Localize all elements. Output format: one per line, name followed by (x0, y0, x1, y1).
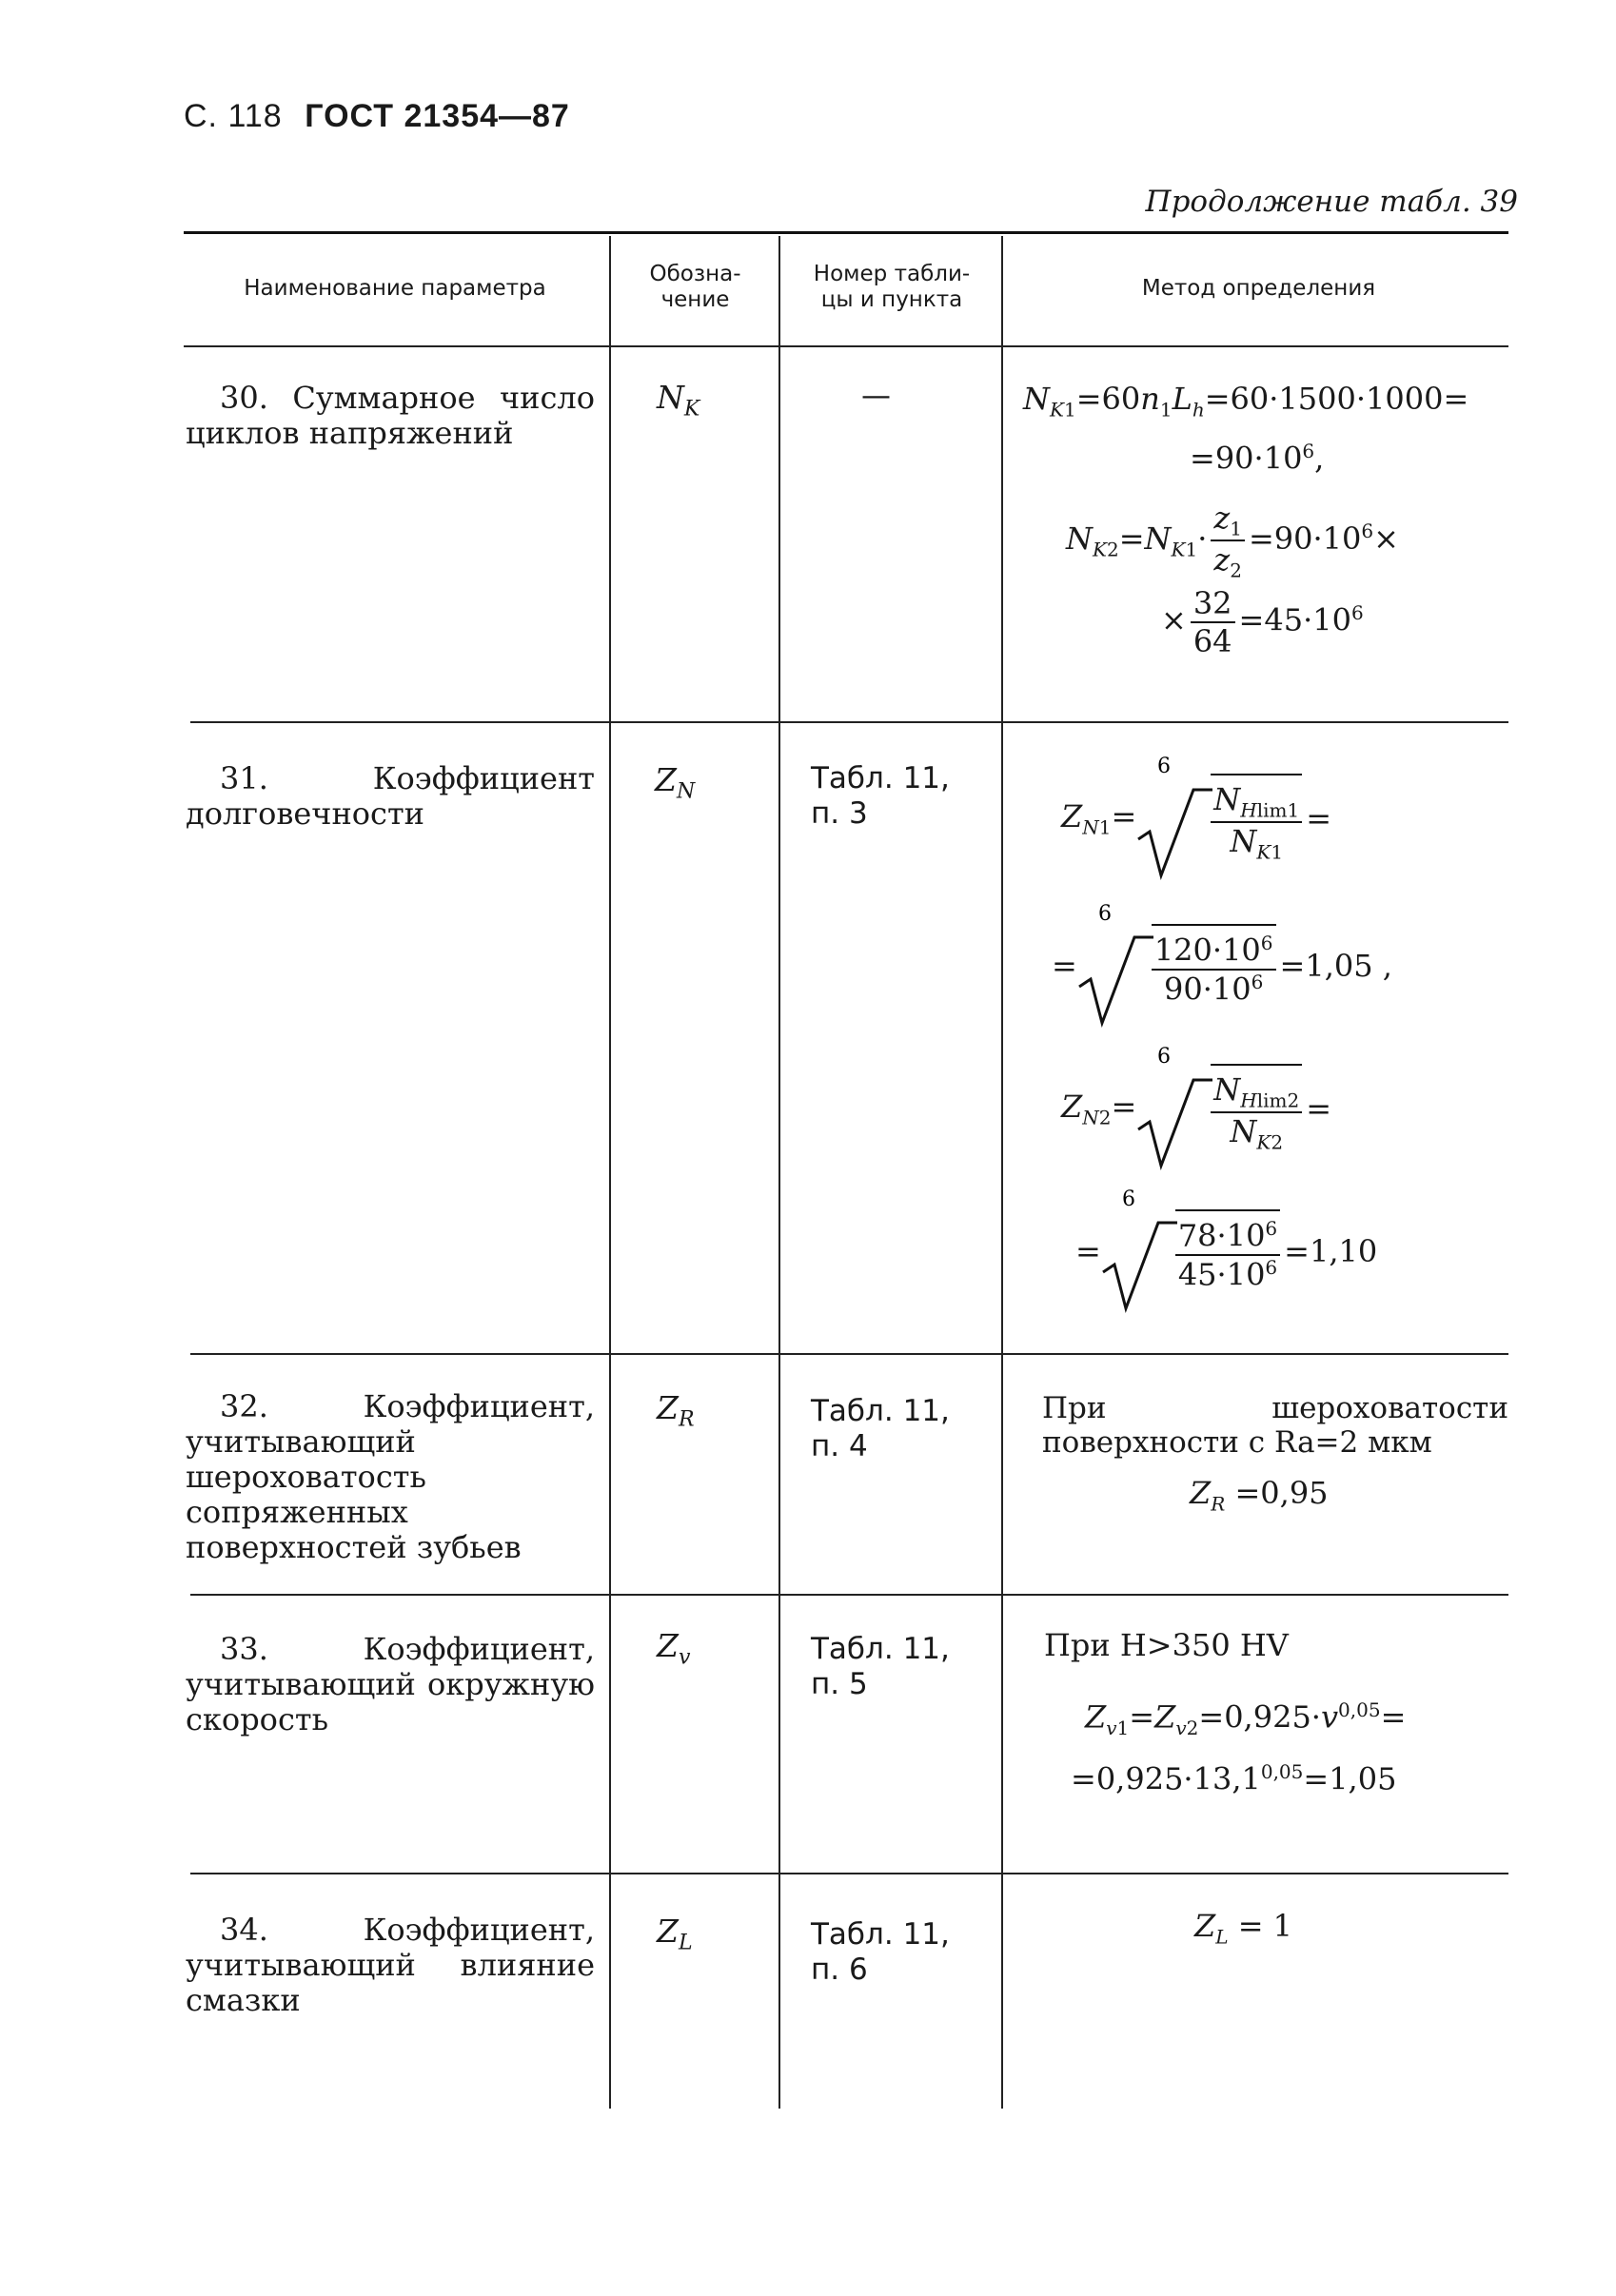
row-30-formula-4: × $\frac{32}{64}$ $=45\cdot 10^6$ (1161, 585, 1364, 659)
col-divider-2 (778, 236, 780, 2109)
standard-code: ГОСТ 21354—87 (305, 98, 570, 134)
svg-text:6: 6 (1157, 1045, 1172, 1069)
row-32-method-text: При шероховатости поверхности с Ra=2 мкм (1042, 1391, 1508, 1460)
row-30-formula-3: $N_{K2}=N_{K1}\cdot$ $\frac{z_1}{z_2}$ $=90\cdot 10^6\times$ (1066, 500, 1399, 582)
header-bottom-rule (184, 345, 1508, 347)
row-separator-33 (190, 1873, 1508, 1874)
row-33-formula-2: $=0,925\cdot 13,1^{0,05}=1,05$ (1071, 1760, 1397, 1797)
row-31-name-text: 31. Коэффициент долговечности (186, 760, 595, 832)
row-31-ref: Табл. 11, п. 3 (811, 761, 950, 831)
svg-text:6: 6 (1121, 1187, 1135, 1211)
col-header-symbol-text: Обозна- чение (649, 262, 741, 312)
row-30-symbol: $N_K$ (657, 379, 700, 422)
col-header-symbol (617, 262, 774, 313)
row-31-name (186, 761, 595, 832)
col-divider-1 (609, 236, 611, 2109)
row-34-name (186, 1913, 595, 2018)
table-caption: Продолжение табл. 39 (1145, 185, 1518, 219)
radical-icon (1136, 752, 1212, 885)
page-number: С. 118 (184, 98, 283, 134)
row-30-formula-2: $=90\cdot 10^6$, (1190, 440, 1325, 477)
col-header-method: Метод определения (1141, 276, 1376, 301)
row-33-formula-1: $Z_{v1}=Z_{v2}=0,925\cdot v^{0,05}=$ (1085, 1698, 1407, 1740)
row-34-name-text: 34. Коэффициент, учитывающий влияние смазки (186, 1912, 595, 2018)
row-32-name (186, 1389, 595, 1565)
row-separator-31 (190, 1353, 1508, 1355)
row-31-formula-3: $Z_{N2}=$ 6 $\frac{N_{Hlim2}}{N_{K2}}$ = (1061, 1042, 1331, 1175)
col-header-name: Наименование параметра (244, 276, 546, 301)
col-header-ref-text: Номер табли- цы и пункта (813, 262, 971, 312)
row-31-symbol: $Z_N$ (655, 761, 696, 804)
src-sym-30 (0, 0, 1, 1)
row-separator-30 (190, 721, 1508, 723)
row-33-name (186, 1632, 595, 1737)
radical-icon-3 (1136, 1042, 1212, 1175)
page-header (184, 97, 570, 135)
radical-icon-4 (1101, 1185, 1177, 1318)
col-divider-3 (1001, 236, 1003, 2109)
row-33-name-text: 33. Коэффициент, учитывающий окружную скорость (186, 1631, 595, 1737)
row-34-symbol: $Z_L$ (657, 1913, 693, 1955)
svg-text:6: 6 (1157, 755, 1172, 778)
formula-source-text (0, 0, 1, 1)
row-33-ref: Табл. 11, п. 5 (811, 1632, 950, 1701)
row-32-symbol: $Z_R$ (657, 1389, 695, 1432)
row-32-formula-1: $Z_R =0,95$ (1190, 1475, 1329, 1516)
radical-icon-2 (1077, 899, 1153, 1032)
row-34-ref: Табл. 11, п. 6 (811, 1917, 950, 1987)
row-32-ref: Табл. 11, п. 4 (811, 1394, 950, 1463)
col-header-ref (786, 262, 997, 313)
row-31-formula-4: = 6 $\frac{78\cdot 10^6}{45\cdot 10^6}$ =1,10 (1075, 1185, 1377, 1318)
row-33-method-text: При H>350 HV (1044, 1627, 1289, 1663)
svg-text:6: 6 (1097, 902, 1112, 926)
row-30-name-text: 30. Суммарное число циклов напряжений (186, 380, 595, 451)
row-30-name (186, 381, 595, 451)
row-31-formula-2: = 6 $\frac{120\cdot 10^6}{90\cdot 10^6}$ =1,05 , (1052, 899, 1392, 1032)
row-33-symbol: $Z_v$ (657, 1627, 691, 1670)
row-30-ref: — (861, 379, 891, 413)
row-separator-32 (190, 1594, 1508, 1596)
row-30-formula-1: $N_{K1}=60n_1L_h=60\cdot 1500\cdot 1000=$ (1023, 381, 1469, 422)
row-34-formula-1: $Z_L = 1$ (1194, 1908, 1293, 1949)
row-31-formula-1: $Z_{N1}=$ 6 $\frac{N_{Hlim1}}{N_{K1}}$ = (1061, 752, 1331, 885)
table-top-rule (184, 231, 1508, 234)
row-32-name-text: 32. Коэффициент, учитывающий шероховатость сопряженных поверхностей зубьев (186, 1388, 595, 1565)
